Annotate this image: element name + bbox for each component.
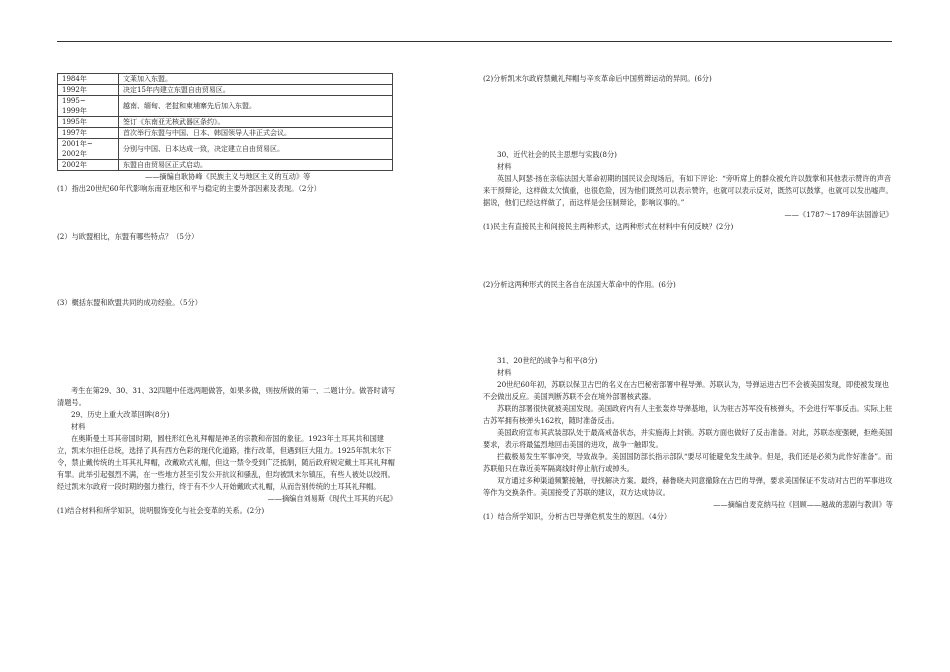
material-label: 材料 [497, 368, 512, 377]
question-30-title: 30、近代社会的民主思想与实践(8分) [497, 150, 617, 159]
question-31-title: 31、20世纪的战争与和平(8分) [497, 356, 598, 365]
question-31-para-3: 美国政府宣布其武装部队处于最高戒备状态，并实施海上封锁。苏联方面也做好了反击准备。对此，苏联态度强硬，拒绝美国要求，表示将最猛烈地回击美国的进攻，战争一触即发。 [483, 428, 893, 449]
right-column [483, 73, 893, 523]
table-cell-year: 1995年 [58, 117, 119, 128]
table-row [58, 117, 393, 128]
table-cell-event: 分别与中国、日本达成一致，决定建立自由贸易区。 [119, 139, 393, 160]
table-cell-event: 首次举行东盟与中国、日本、韩国领导人非正式会议。 [119, 128, 393, 139]
question-3: (3）概括东盟和欧盟共同的成功经验。（5分） [57, 298, 202, 307]
table-row [58, 96, 393, 117]
asean-timeline-table [57, 73, 393, 171]
table-cell-event: 决定15年内建立东盟自由贸易区。 [119, 85, 393, 96]
table-cell-event: 文莱加入东盟。 [119, 74, 393, 85]
left-column [57, 73, 397, 517]
material-label: 材料 [497, 162, 512, 171]
question-30-source: ——《1787～1789年法国游记》 [784, 210, 893, 219]
table-cell-year: 2001年~ 2002年 [58, 139, 119, 160]
table-cell-year: 1984年 [58, 74, 119, 85]
table-row [58, 139, 393, 160]
question-30-2: (2)分析这两种形式的民主各自在法国大革命中的作用。(6分) [483, 280, 676, 289]
table-cell-event: 签订《东南亚无核武器区条约》。 [119, 117, 393, 128]
question-31-1: (1）结合所学知识，分析古巴导弹危机发生的原因。（4分） [483, 512, 672, 521]
table-cell-year: 1997年 [58, 128, 119, 139]
table-row [58, 85, 393, 96]
table-cell-year: 1992年 [58, 85, 119, 96]
question-29-source: ——摘编自刘易斯《现代土耳其的兴起》 [267, 494, 397, 503]
table-source: ——摘编自耿协峰《民族主义与地区主义的互动》等 [145, 172, 311, 181]
table-row [58, 160, 393, 171]
table-cell-event: 越南、缅甸、老挝和柬埔寨先后加入东盟。 [119, 96, 393, 117]
question-29-1: (1)结合材料和所学知识，说明服饰变化与社会变革的关系。(2分) [57, 506, 265, 515]
table-row [58, 74, 393, 85]
material-label: 材料 [71, 422, 86, 431]
table-cell-event: 东盟自由贸易区正式启动。 [119, 160, 393, 171]
question-31-source: ——摘编自麦克纳马拉《回顾——越战的悲剧与教训》等 [713, 500, 893, 509]
question-29-title: 29、历史上重大改革回眸(8分) [71, 410, 170, 419]
question-31-para-1: 20世纪60年初，苏联以保卫古巴的名义在古巴秘密部署中程导弹。苏联认为，导弹运进古巴不会被美国发现，即使被发现也不会做出反应。美国判断苏联不会在境外部署核武器。 [483, 380, 890, 401]
exam-instruction: 考生在第29、30、31、32四题中任选两题做答，如果多做，则按所做的第一、二题计分。做答时请写清题号。 [57, 386, 396, 407]
question-30-1: (1)民主有直接民主和间接民主两种形式，这两种形式在材料中有何反映？(2分) [483, 222, 734, 231]
table-cell-year: 1995~ 1999年 [58, 96, 119, 117]
question-31-para-4: 拦截极易发生军事冲突，导致战争。美国国防部长指示部队“要尽可能避免发生战争。但是，我们还是必须为此作好准备”。而苏联船只在靠近美军隔离线时停止航行或掉头。 [483, 452, 893, 473]
question-29-material: 在奥斯曼土耳其帝国时期，圆柱形红色礼拜帽是神圣的宗教和帝国的象征。1923年土耳其共和国建立，凯末尔担任总统，选择了具有西方色彩的现代化道路，推行改革，但遇到巨大阻力。1925年凯末尔下令，禁止戴传统的土耳其礼拜帽，改戴欧式礼帽，但这一禁令受到广泛抵制，随后政府规定戴土耳其礼拜帽有罪。此举引起强烈不满，在一些地方甚至引发公开抗议和骚乱，但均被凯末尔镇压，有些人被处以绞刑。经过凯末尔政府一段时期的强力推行，终于有不少人开始戴欧式礼帽，从而告别传统的土耳其礼拜帽。 [57, 434, 395, 491]
header-rule [57, 41, 892, 42]
question-2: (2）与欧盟相比，东盟有哪些特点？（5分） [57, 232, 199, 241]
question-1: (1）指出20世纪60年代影响东南亚地区和平与稳定的主要外部因素及表现。（2分） [57, 184, 321, 193]
table-cell-year: 2002年 [58, 160, 119, 171]
question-31-para-5: 双方通过多种渠道频繁接触，寻找解决方案。最终，赫鲁晓夫同意撤除在古巴的导弹，要求美国保证不发动对古巴的军事进攻等作为交换条件。美国接受了苏联的建议，双方达成协议。 [483, 476, 893, 497]
question-30-material: 英国人阿瑟·扬在亲临法国大革命初期的国民议会现场后，有如下评论：“旁听席上的群众被允许以鼓掌和其他表示赞许的声音来干预辩论，这样做太欠慎重，也很危险，因为他们既然可以表示赞许，也就可以表示反对，既然可以鼓掌，也就可以发出嘘声。据说，他们已经这样做了，而这样是会压制辩论，影响议事的。” [483, 174, 893, 207]
question-29-2: (2)分析凯末尔政府禁戴礼拜帽与辛亥革命后中国剪辫运动的异同。(6分) [483, 74, 712, 83]
table-row [58, 128, 393, 139]
question-31-para-2: 苏联的部署很快就被美国发现。美国政府内有人主张轰炸导弹基地，认为驻古苏军没有核弹头，不会进行军事反击。实际上驻古苏军拥有核弹头162枚，随时准备反击。 [483, 404, 893, 425]
